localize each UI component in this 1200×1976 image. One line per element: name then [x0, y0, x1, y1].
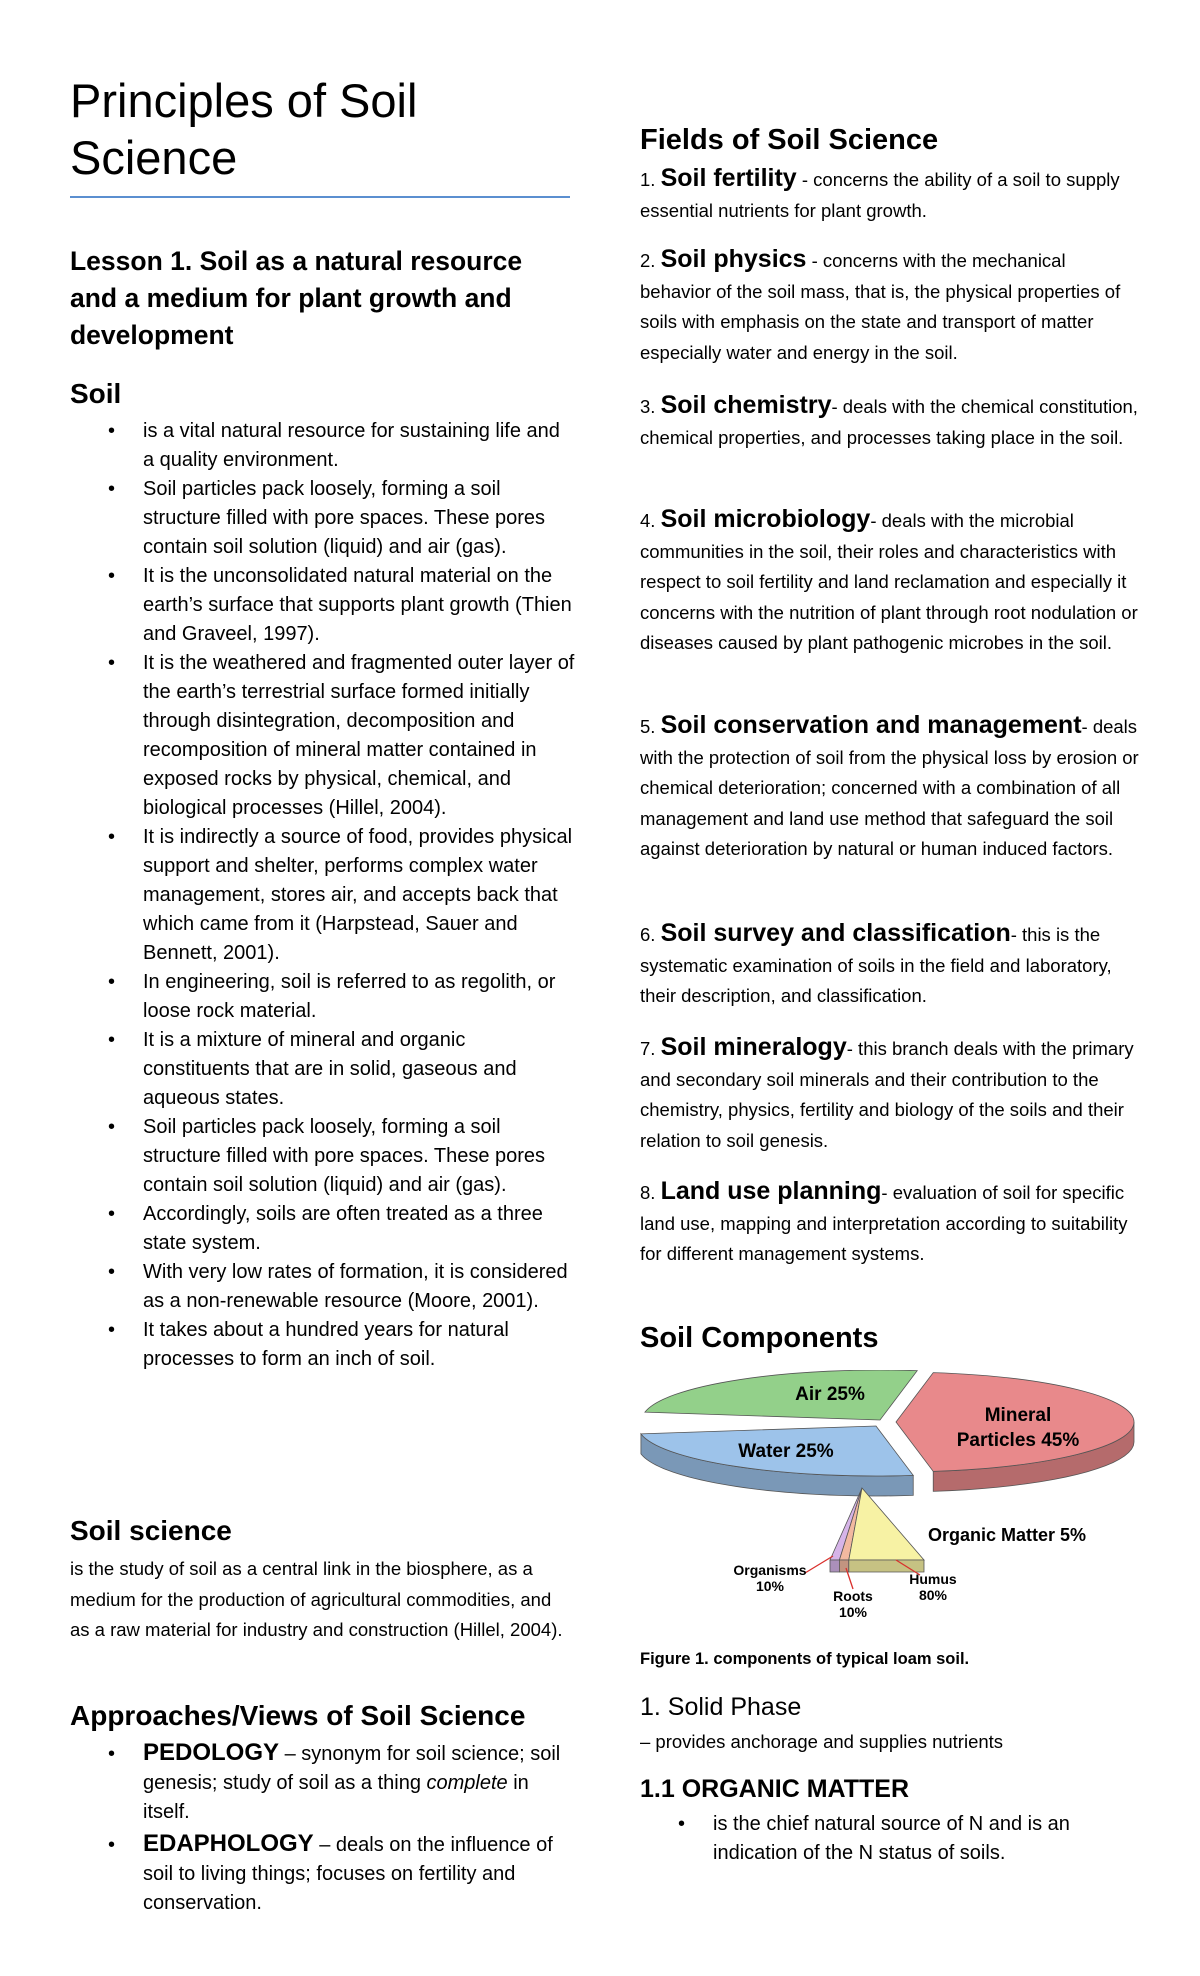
organic-matter-list — [640, 1810, 1140, 1868]
slice-label-mineral-line2: Particles 45% — [956, 1430, 1080, 1451]
approaches-list — [70, 1738, 570, 1918]
breakdown-label-roots: Roots — [833, 1588, 873, 1604]
solid-phase-heading: 1. Solid Phase — [640, 1693, 802, 1721]
field-item: 5. Soil conservation and management- deals with the protection of soil from the physical loss by erosion or chemical deterioration; concerned with a combination of all management and land use method that safeguard the soil against deterioration by natural or human induced factors. — [640, 711, 1139, 859]
list-item: • EDAPHOLOGY – deals on the influence of soil to living things; focuses on fertility and conservation. — [108, 1830, 553, 1914]
document-title: Principles of Soil Science — [70, 74, 418, 184]
breakdown-pct-roots: 10% — [838, 1604, 868, 1620]
title-divider — [70, 196, 570, 198]
list-item: • It is the unconsolidated natural material on the earth’s surface that supports plant growth (Thien and Graveel, 1997). — [108, 565, 572, 645]
soil-components-pie-chart — [640, 1370, 1140, 1640]
figure-caption: Figure 1. components of typical loam soil. — [640, 1650, 970, 1668]
fields-heading: Fields of Soil Science — [640, 124, 939, 156]
breakdown-pct-humus: 80% — [918, 1587, 948, 1603]
slice-label-organic: Organic Matter 5% — [928, 1525, 1087, 1545]
slice-label-water: Water 25% — [738, 1441, 834, 1462]
leader-organisms — [805, 1556, 833, 1573]
list-item: • is a vital natural resource for sustaining life and a quality environment. — [108, 420, 560, 471]
list-item: • It takes about a hundred years for natural processes to form an inch of soil. — [108, 1319, 509, 1370]
list-item: • Accordingly, soils are often treated as a three state system. — [108, 1203, 543, 1254]
organic-breakdown-organisms-side — [830, 1560, 839, 1572]
soil-science-heading: Soil science — [70, 1515, 232, 1546]
approaches-heading: Approaches/Views of Soil Science — [70, 1700, 526, 1731]
field-item: 6. Soil survey and classification- this is the systematic examination of soils in the field and laboratory, their description, and classification. — [640, 919, 1112, 1006]
list-item: • With very low rates of formation, it is considered as a non-renewable resource (Moore, 2001). — [108, 1261, 568, 1312]
list-item: • Soil particles pack loosely, forming a soil structure filled with pore spaces. These pores contain soil solution (liquid) and air (gas). — [108, 478, 546, 558]
field-item: 7. Soil mineralogy- this branch deals with the primary and secondary soil minerals and their contribution to the chemistry, physics, fertility and biology of the soils and their relation to soil genesis. — [640, 1033, 1134, 1151]
field-item: 8. Land use planning- evaluation of soil for specific land use, mapping and interpretation according to suitability for different management systems. — [640, 1177, 1128, 1264]
slice-label-mineral-line1: Mineral — [984, 1405, 1052, 1426]
pie-slice-air — [645, 1370, 917, 1420]
field-item: 4. Soil microbiology- deals with the microbial communities in the soil, their roles and characteristics with respect to soil fertility and land reclamation and especially it concerns with the nutrition of plant through root nodulation or diseases caused by plant pathogenic microbes in the soil. — [640, 505, 1138, 653]
breakdown-label-organisms: Organisms — [733, 1562, 807, 1578]
soil-heading: Soil — [70, 378, 122, 409]
organic-breakdown-humus — [849, 1488, 924, 1560]
list-item: • It is indirectly a source of food, provides physical support and shelter, performs complex water management, stores air, and accepts back that which came from it (Harpstead, Sauer and Bennett, 2001). — [108, 826, 573, 964]
list-item: • is the chief natural source of N and is an indication of the N status of soils. — [678, 1813, 1070, 1864]
soil-components-heading: Soil Components — [640, 1322, 879, 1354]
slice-label-air: Air 25% — [795, 1384, 865, 1405]
list-item: • It is a mixture of mineral and organic constituents that are in solid, gaseous and aqueous states. — [108, 1029, 517, 1109]
solid-phase-text: – provides anchorage and supplies nutrients — [640, 1731, 1004, 1752]
list-item: • Soil particles pack loosely, forming a soil structure filled with pore spaces. These pores contain soil solution (liquid) and air (gas). — [108, 1116, 546, 1196]
field-item: 2. Soil physics - concerns with the mechanical behavior of the soil mass, that is, the physical properties of soils with emphasis on the state and transport of matter especially water and energy in the soil. — [640, 245, 1121, 363]
soil-science-definition: is the study of soil as a central link in the biosphere, as a medium for the production of agricultural commodities, and as a raw material for industry and construction (Hillel, 2004). — [70, 1558, 563, 1640]
field-item: 3. Soil chemistry- deals with the chemical constitution, chemical properties, and processes taking place in the soil. — [640, 391, 1138, 448]
soil-bullet-list — [70, 417, 575, 1374]
list-item: • In engineering, soil is referred to as regolith, or loose rock material. — [108, 971, 556, 1022]
list-item: • It is the weathered and fragmented outer layer of the earth’s terrestrial surface formed initially through disintegration, decomposition and recomposition of mineral matter contained in exposed rocks by physical, chemical, and biological processes (Hillel, 2004). — [108, 652, 575, 819]
breakdown-label-humus: Humus — [909, 1571, 957, 1587]
breakdown-pct-organisms: 10% — [755, 1578, 785, 1594]
lesson-heading: Lesson 1. Soil as a natural resource and a medium for plant growth and development — [70, 246, 523, 350]
field-item: 1. Soil fertility - concerns the ability of a soil to supply essential nutrients for plant growth. — [640, 164, 1120, 221]
organic-matter-heading: 1.1 ORGANIC MATTER — [640, 1775, 909, 1803]
list-item: • PEDOLOGY – synonym for soil science; soil genesis; study of soil as a thing complete in itself. — [108, 1739, 561, 1823]
